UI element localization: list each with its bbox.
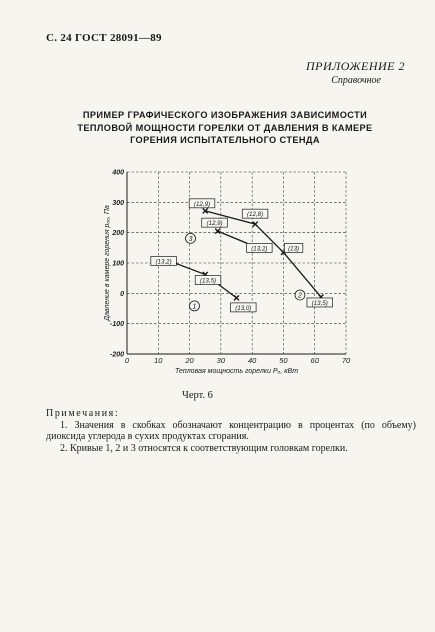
figure-title-line-1: ПРИМЕР ГРАФИЧЕСКОГО ИЗОБРАЖЕНИЯ ЗАВИСИМОСТИ: [82, 110, 368, 120]
data-point-label: (12,9): [193, 200, 211, 208]
data-point-label: (13,2): [251, 245, 268, 253]
x-tick-label: 60: [310, 356, 319, 365]
figure-caption: Черт. 6: [182, 390, 213, 401]
x-tick-label: 50: [279, 356, 288, 365]
data-point-label: (13,5): [199, 277, 217, 285]
x-tick-label: 0: [124, 356, 130, 365]
y-tick-label: -100: [109, 321, 124, 329]
y-tick-label: 400: [112, 169, 124, 177]
y-tick-label: 200: [112, 230, 124, 238]
y-tick-label: 300: [112, 199, 124, 207]
data-point-label: (13,0): [235, 304, 252, 312]
page-reference: С. 24 ГОСТ 28091—89: [46, 32, 162, 44]
notes-block: [46, 408, 416, 454]
data-point-label: (13,5): [311, 299, 328, 307]
y-tick-label: -200: [109, 351, 124, 359]
data-point-label: (13,2): [155, 258, 172, 266]
x-tick-label: 40: [247, 356, 257, 365]
note-1: 1. Значения в скобках обозначают концентрацию в процентах (по объему) диоксида углерода в сухих продуктах сгорания.: [46, 419, 416, 442]
x-tick-label: 20: [185, 356, 194, 365]
figure-title-line-2: ТЕПЛОВОЙ МОЩНОСТИ ГОРЕЛКИ ОТ ДАВЛЕНИЯ В КАМЕРЕ: [77, 122, 373, 133]
appendix-title: ПРИЛОЖЕНИЕ 2: [306, 59, 405, 73]
data-point-label: (12,8): [246, 211, 264, 219]
notes-heading: Примечания:: [46, 408, 120, 419]
figure-title-line-3: ГОРЕНИЯ ИСПЫТАТЕЛЬНОГО СТЕНДА: [130, 135, 320, 145]
data-point-label: (12,9): [206, 220, 223, 228]
curve-number-label: 3: [188, 235, 193, 243]
x-tick-label: 30: [216, 356, 226, 365]
y-axis-label: Давление в камере горения рₒₒ, Па: [104, 205, 111, 321]
data-point-marker: [234, 295, 239, 300]
appendix-type: Справочное: [331, 75, 381, 86]
x-tick-label: 10: [154, 356, 163, 365]
x-axis-label: Тепловая мощность горелки Рₒ, кВт: [174, 368, 299, 375]
y-tick-label: 0: [120, 290, 124, 298]
curve-number-label: 1: [192, 303, 197, 311]
curve-number-label: 2: [298, 292, 302, 300]
note-2: 2. Кривые 1, 2 и 3 относятся к соответствующим головкам горелки.: [60, 442, 348, 454]
x-tick-label: 70: [341, 356, 351, 365]
y-tick-label: 100: [112, 260, 124, 268]
data-point-label: (13): [288, 245, 300, 253]
